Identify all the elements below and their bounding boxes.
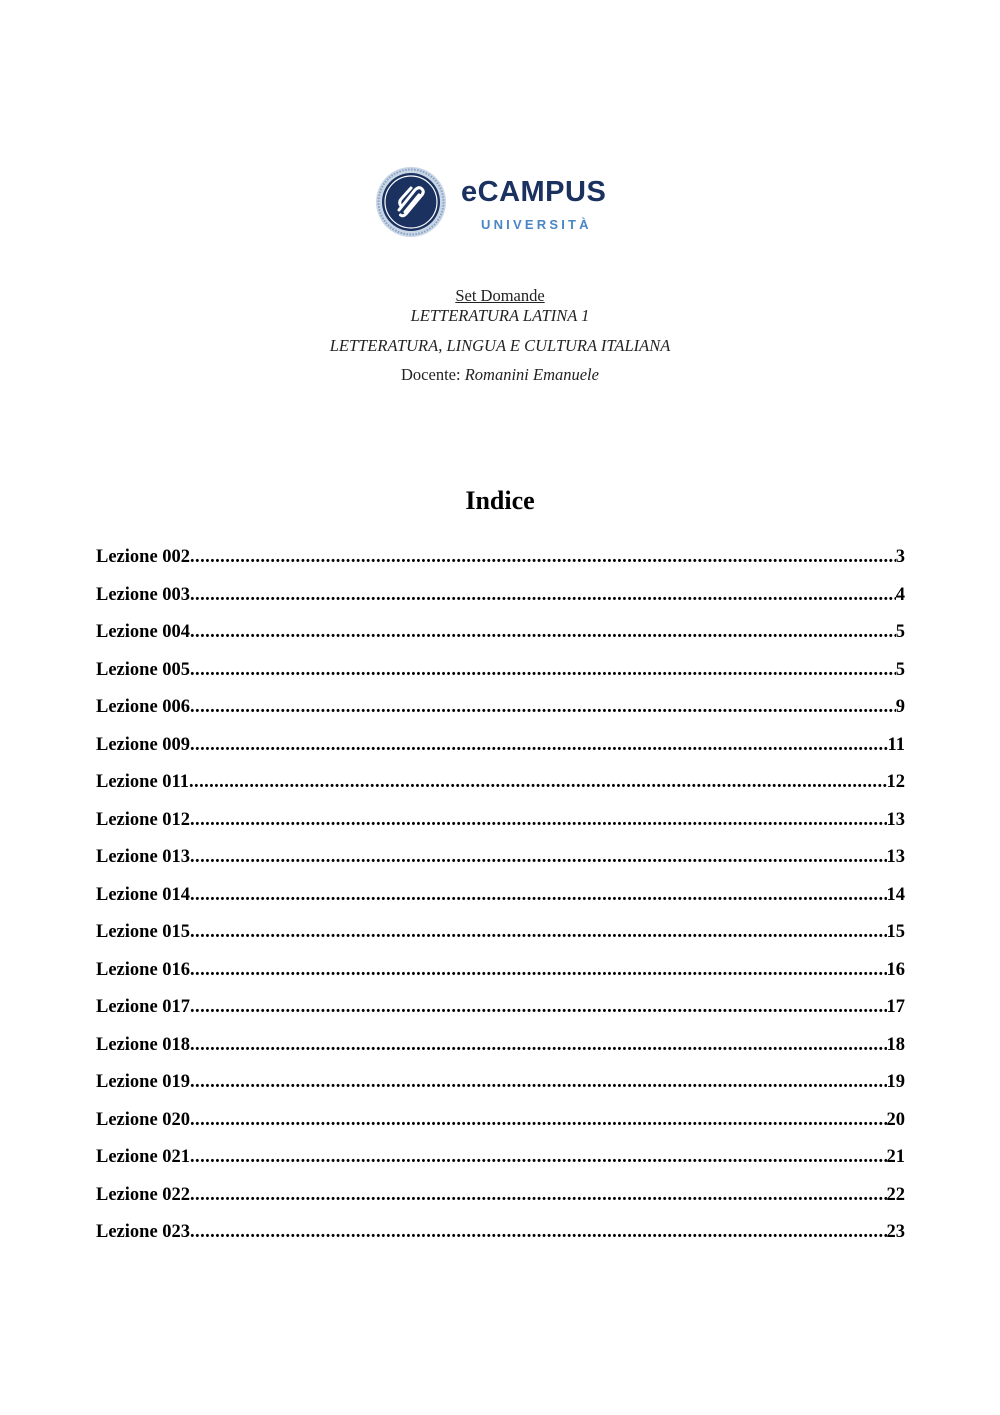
toc-dot-leader [190,545,896,569]
toc-dot-leader [190,808,886,832]
toc-entry-label: Lezione 012 [96,809,191,830]
toc-entry[interactable] [96,1070,905,1108]
toc-entry[interactable] [96,995,905,1033]
toc-entry[interactable] [96,583,905,621]
toc-entry[interactable] [96,1183,905,1221]
index-title: Indice [465,486,535,515]
docente-label: Docente: [401,365,461,384]
toc-entry[interactable] [96,1220,905,1258]
toc-entry[interactable] [96,958,905,996]
toc-entry-page-number: 4 [895,584,905,605]
toc-dot-leader [190,1033,886,1057]
toc-entry-page-number: 22 [886,1184,905,1205]
docente-line [0,365,1000,385]
toc-entry-label: Lezione 023 [96,1222,191,1242]
toc-dot-leader [190,1220,886,1244]
toc-entry-label: Lezione 005 [96,659,191,680]
toc-entry-label: Lezione 017 [96,997,191,1017]
toc-entry[interactable] [96,733,905,771]
toc-entry-label: Lezione 013 [96,847,191,867]
toc-entry-page-number: 21 [886,1147,905,1167]
toc-dot-leader [190,1070,886,1094]
toc-entry[interactable] [96,545,905,583]
document-header [0,286,1000,385]
toc-entry-label: Lezione 004 [96,622,191,642]
toc-entry[interactable] [96,845,905,883]
toc-entry-page-number: 14 [886,884,905,905]
toc-entry-page-number: 17 [886,997,905,1017]
toc-dot-leader [190,658,896,682]
toc-dot-leader [190,1108,886,1132]
toc-entry[interactable] [96,1033,905,1071]
ecampus-emblem-icon [375,166,447,238]
toc-dot-leader [190,883,886,907]
toc-entry-label: Lezione 002 [96,547,191,567]
toc-dot-leader [190,733,887,757]
toc-entry-page-number: 20 [886,1109,905,1130]
toc-entry-page-number: 18 [886,1034,905,1055]
toc-entry[interactable] [96,1108,905,1146]
toc-dot-leader [190,1145,886,1169]
toc-entry-label: Lezione 009 [96,734,191,755]
set-domande-heading: Set Domande [455,286,545,305]
toc-entry-page-number: 12 [886,772,905,792]
toc-entry[interactable] [96,920,905,958]
toc-entry-label: Lezione 021 [96,1147,191,1167]
toc-dot-leader [190,1183,886,1207]
toc-dot-leader [190,583,896,607]
docente-name: Romanini Emanuele [464,365,599,384]
toc-entry[interactable] [96,770,905,808]
toc-entry-label: Lezione 018 [96,1034,191,1055]
toc-entry-label: Lezione 006 [96,697,191,717]
logo-wordmark-text: eCAMPUS [461,176,607,208]
logo-subtitle: UNIVERSITÀ [481,217,592,232]
toc-entry-label: Lezione 019 [96,1072,191,1092]
course-title-primary: LETTERATURA LATINA 1 [410,306,590,325]
toc-entry-page-number: 3 [895,547,905,567]
toc-dot-leader [190,620,896,644]
toc-entry-label: Lezione 022 [96,1184,191,1205]
toc-entry-label: Lezione 020 [96,1109,191,1130]
toc-entry-page-number: 5 [895,659,905,680]
course-title-secondary: LETTERATURA, LINGUA E CULTURA ITALIANA [329,336,671,355]
toc-entry-label: Lezione 015 [96,922,191,942]
toc-dot-leader [189,770,886,794]
toc-entry-label: Lezione 011 [96,772,190,792]
toc-entry-page-number: 13 [886,847,905,867]
toc-entry[interactable] [96,620,905,658]
toc-entry-label: Lezione 003 [96,584,191,605]
toc-entry[interactable] [96,883,905,921]
toc-entry[interactable] [96,1145,905,1183]
toc-dot-leader [190,920,886,944]
toc-dot-leader [190,695,896,719]
toc-entry[interactable] [96,658,905,696]
toc-dot-leader [190,995,886,1019]
toc-entry[interactable] [96,808,905,846]
ecampus-logo [375,166,625,238]
toc-entry-label: Lezione 014 [96,884,191,905]
toc-entry-page-number: 9 [895,697,905,717]
toc-entry-page-number: 13 [886,809,905,830]
toc-entry-page-number: 16 [886,959,905,980]
toc-entry[interactable] [96,695,905,733]
toc-entry-page-number: 19 [886,1072,905,1092]
toc-entry-page-number: 15 [886,922,905,942]
toc-entry-page-number: 23 [886,1222,905,1242]
toc-dot-leader [190,845,886,869]
toc-entry-label: Lezione 016 [96,959,191,980]
logo-wordmark [461,178,606,207]
toc-dot-leader [190,958,886,982]
table-of-contents [96,545,905,1258]
toc-entry-page-number: 5 [895,622,905,642]
toc-entry-page-number: 11 [887,734,905,755]
